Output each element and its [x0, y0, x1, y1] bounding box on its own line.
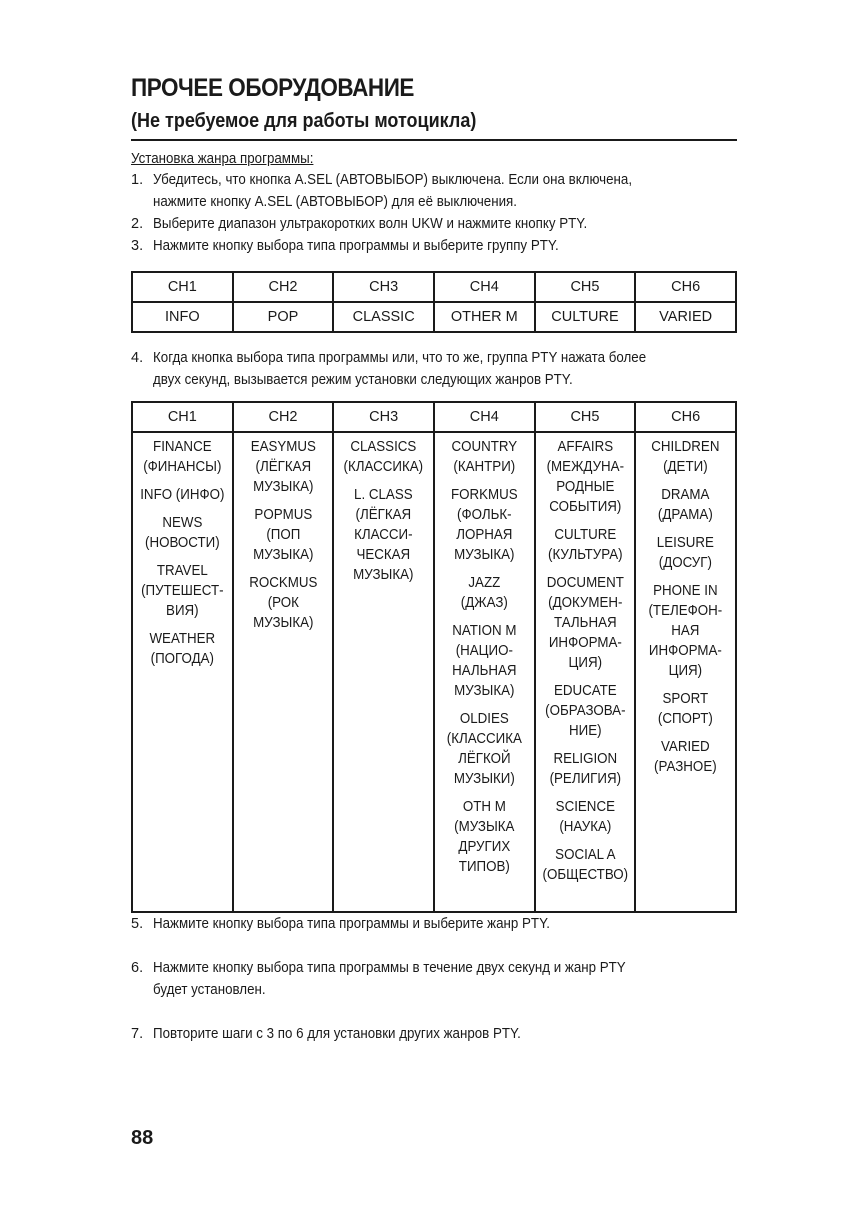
step-number: 4. [131, 350, 144, 366]
genre-entry [137, 513, 228, 553]
genre-line: AFFAIRS [557, 439, 613, 455]
genre-line: РОДНЫЕ [555, 479, 614, 495]
genre-line: КЛАССИ- [354, 527, 413, 543]
genre-line: ЛЁГКОЙ [458, 751, 511, 767]
genre-line: ЛОРНАЯ [456, 527, 513, 543]
channel-header: CH1 [132, 272, 233, 302]
genre-entry [540, 525, 631, 565]
genre-column-cell [333, 432, 434, 912]
genre-line: МУЗЫКИ) [453, 771, 515, 787]
genre-line: (ЛЁГКАЯ [255, 459, 311, 475]
step-number: 1. [131, 172, 144, 188]
genre-line: EDUCATE [553, 683, 617, 699]
genre-entry [540, 573, 631, 673]
genre-line: FORKMUS [450, 487, 518, 503]
genre-line: SPORT [662, 691, 709, 707]
genre-line: NEWS [162, 515, 203, 531]
genre-entry [439, 709, 530, 789]
step-text-line: Повторите шаги с 3 по 6 для установки других жанров PTY. [153, 1026, 521, 1042]
genre-line: DRAMA [661, 487, 710, 503]
pty-group-header-row [132, 272, 736, 302]
genre-line: LEISURE [657, 535, 715, 551]
genre-line: МУЗЫКА) [353, 567, 414, 583]
pty-group-cell: CLASSIC [333, 302, 434, 332]
genre-line: НИЕ) [568, 723, 602, 739]
page-number: 88 [131, 1127, 154, 1149]
genre-entry [439, 485, 530, 565]
genre-entry [640, 437, 731, 477]
page-content [131, 70, 737, 1067]
genre-column-cell [434, 432, 535, 912]
step-4 [131, 347, 737, 391]
genre-line: PHONE IN [653, 583, 718, 599]
list-item [131, 347, 737, 391]
list-item [131, 169, 737, 213]
genre-line: (КЛАССИКА) [343, 459, 424, 475]
genre-line: (КЛАССИКА [446, 731, 522, 747]
genre-line: (ОБЩЕСТВО) [542, 867, 628, 883]
genre-line: (ДРАМА) [658, 507, 714, 523]
genre-line: L. CLASS [354, 487, 413, 503]
genre-entry [640, 485, 731, 525]
step-number: 5. [131, 916, 144, 932]
pty-group-cell: VARIED [635, 302, 736, 332]
genre-line: (НАЦИО- [455, 643, 513, 659]
step-text-line: Нажмите кнопку выбора типа программы в течение двух секунд и жанр PTY [153, 960, 626, 976]
page-subtitle: (Не требуемое для работы мотоцикла) [131, 110, 477, 132]
genre-line: DOCUMENT [546, 575, 624, 591]
channel-header: CH4 [434, 272, 535, 302]
genre-column-cell [233, 432, 334, 912]
genre-line: (ФОЛЬК- [457, 507, 512, 523]
genre-entry [439, 621, 530, 701]
step-text-line: Когда кнопка выбора типа программы или, что то же, группа PTY нажата более [153, 350, 647, 366]
list-item [131, 913, 737, 935]
genre-entry [640, 737, 731, 777]
genre-line: (РЕЛИГИЯ) [549, 771, 621, 787]
genre-entry [540, 437, 631, 517]
genre-entry [540, 681, 631, 741]
genre-entry [640, 689, 731, 729]
genre-line: ТАЛЬНАЯ [553, 615, 617, 631]
genre-line: ROCKMUS [248, 575, 318, 591]
genre-line: TRAVEL [156, 563, 208, 579]
list-item [131, 235, 737, 257]
genre-entry [137, 561, 228, 621]
pty-group-cell: POP [233, 302, 334, 332]
genre-line: (РОК [267, 595, 299, 611]
genre-line: НАЛЬНАЯ [452, 663, 517, 679]
channel-header: CH6 [635, 402, 736, 432]
page-title: ПРОЧЕЕ ОБОРУДОВАНИЕ [131, 74, 414, 102]
genre-entry [640, 581, 731, 681]
genre-line: JAZZ [468, 575, 501, 591]
genre-line: OTH M [462, 799, 506, 815]
genre-line: SCIENCE [555, 799, 615, 815]
step-number: 7. [131, 1026, 144, 1042]
genre-line: ЧЕСКАЯ [356, 547, 411, 563]
pty-group-table [131, 271, 737, 333]
genre-line: ЦИЯ) [568, 655, 602, 671]
genre-line: (КАНТРИ) [453, 459, 516, 475]
genre-entry [439, 573, 530, 613]
genre-line: RELIGION [553, 751, 617, 767]
genre-line: НАЯ [671, 623, 700, 639]
channel-header: CH5 [535, 402, 636, 432]
genre-line: СОБЫТИЯ) [548, 499, 622, 515]
step-text-line: Нажмите кнопку выбора типа программы и выберите группу PTY. [153, 238, 559, 254]
steps-list-1-3 [131, 169, 737, 257]
genre-line: (РАЗНОЕ) [654, 759, 717, 775]
genre-line: (ДОКУМЕН- [547, 595, 623, 611]
genre-line: (ПОП [265, 527, 300, 543]
steps-list-5-7 [131, 913, 737, 1045]
genre-entry [137, 629, 228, 669]
genre-line: (ДОСУГ) [659, 555, 713, 571]
pty-group-cell: CULTURE [535, 302, 636, 332]
genre-line: (МУЗЫКА [454, 819, 515, 835]
genre-line: МУЗЫКА) [252, 479, 314, 495]
genre-column-cell [535, 432, 636, 912]
genre-line: МУЗЫКА) [252, 547, 314, 563]
channel-header: CH3 [333, 272, 434, 302]
genre-line: CLASSICS [350, 439, 417, 455]
pty-genre-header-row [132, 402, 736, 432]
step-text-line: будет установлен. [153, 982, 266, 998]
genre-line: ДРУГИХ [458, 839, 511, 855]
channel-header: CH3 [333, 402, 434, 432]
genre-line: (ОБРАЗОВА- [544, 703, 626, 719]
genre-line: ИНФОРМА- [649, 643, 723, 659]
genre-entry [540, 797, 631, 837]
genre-entry [137, 437, 228, 477]
genre-line: ВИЯ) [166, 603, 199, 619]
step-number: 2. [131, 216, 144, 232]
list-item [131, 957, 737, 1001]
step-number: 3. [131, 238, 144, 254]
channel-header: CH5 [535, 272, 636, 302]
genre-entry [338, 485, 429, 585]
genre-line: CULTURE [553, 527, 616, 543]
genre-line: (ПОГОДА) [150, 651, 214, 667]
channel-header: CH2 [233, 272, 334, 302]
step-text-line: Выберите диапазон ультракоротких волн UKW и нажмите кнопку PTY. [153, 216, 588, 232]
list-item [131, 1023, 737, 1045]
genre-line: МУЗЫКА) [252, 615, 314, 631]
genre-line: (ПУТЕШЕСТ- [141, 583, 224, 599]
genre-line: (ДЖАЗ) [460, 595, 508, 611]
genre-line: COUNTRY [451, 439, 518, 455]
channel-header: CH1 [132, 402, 233, 432]
genre-line: EASYMUS [250, 439, 316, 455]
pty-group-cell: OTHER M [434, 302, 535, 332]
genre-line: (ТЕЛЕФОН- [648, 603, 723, 619]
genre-entry [238, 573, 329, 633]
channel-header: CH6 [635, 272, 736, 302]
genre-line: CHILDREN [651, 439, 720, 455]
genre-column-cell [132, 432, 233, 912]
genre-line: ТИПОВ) [458, 859, 510, 875]
pty-group-value-row [132, 302, 736, 332]
step-number: 6. [131, 960, 144, 976]
genre-entry [540, 749, 631, 789]
channel-header: CH2 [233, 402, 334, 432]
genre-line: OLDIES [459, 711, 509, 727]
genre-line: POPMUS [254, 507, 312, 523]
pty-genre-table [131, 401, 737, 913]
genre-line: (ДЕТИ) [663, 459, 708, 475]
pty-genre-body-row [132, 432, 736, 912]
step-text-line: Убедитесь, что кнопка A.SEL (АВТОВЫБОР) выключена. Если она включена, [153, 172, 633, 188]
genre-line: (НАУКА) [558, 819, 611, 835]
genre-entry [238, 505, 329, 565]
genre-line: SOCIAL A [554, 847, 616, 863]
step-text-line: Нажмите кнопку выбора типа программы и выберите жанр PTY. [153, 916, 550, 932]
genre-line: (МЕЖДУНА- [546, 459, 624, 475]
step-text-line: нажмите кнопку A.SEL (АВТОВЫБОР) для её выключения. [153, 194, 517, 210]
step-text-line: двух секунд, вызывается режим установки следующих жанров PTY. [153, 372, 573, 388]
pty-group-cell: INFO [132, 302, 233, 332]
genre-entry [338, 437, 429, 477]
genre-line: (ЛЁГКАЯ [355, 507, 412, 523]
title-divider [131, 139, 737, 141]
genre-entry [238, 437, 329, 497]
genre-line: VARIED [661, 739, 710, 755]
list-item [131, 213, 737, 235]
genre-entry [137, 485, 228, 505]
genre-entry [640, 533, 731, 573]
genre-line: INFO (ИНФО) [140, 487, 225, 503]
section-heading: Установка жанра программы: [131, 151, 314, 167]
genre-line: (НОВОСТИ) [144, 535, 220, 551]
channel-header: CH4 [434, 402, 535, 432]
genre-line: WEATHER [149, 631, 216, 647]
genre-entry [540, 845, 631, 885]
genre-line: FINANCE [153, 439, 212, 455]
genre-line: ИНФОРМА- [548, 635, 622, 651]
genre-line: (ФИНАНСЫ) [143, 459, 222, 475]
genre-line: (КУЛЬТУРА) [547, 547, 623, 563]
genre-line: ЦИЯ) [668, 663, 703, 679]
genre-line: МУЗЫКА) [454, 547, 515, 563]
genre-entry [439, 797, 530, 877]
genre-entry [439, 437, 530, 477]
genre-line: NATION M [452, 623, 517, 639]
genre-column-cell [635, 432, 736, 912]
genre-line: МУЗЫКА) [454, 683, 515, 699]
genre-line: (СПОРТ) [658, 711, 714, 727]
